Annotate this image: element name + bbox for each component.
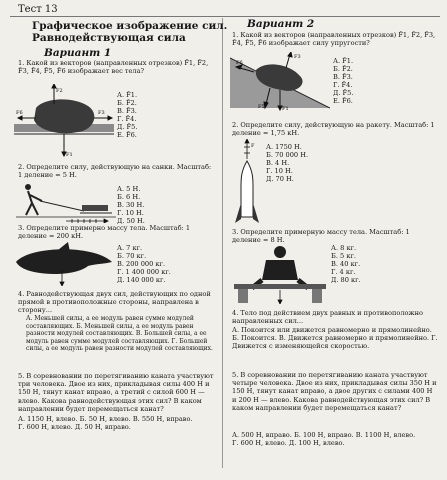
v1-q3-answers: А. 7 кг. Б. 70 кг. В. 200 000 кг. Г. 1 400 000 кг. Д. 140 000 кг.	[117, 244, 171, 284]
variant-2-heading: Вариант 2	[247, 18, 315, 30]
v2-question-5: 5. В соревновании по перетягиванию каната участвуют четыре человека. Двое из них, прикладывая силы 350 Н и 150 Н, тянут канат вправо, а двое других с силами 400 Н и 200 Н — влево. Какова равнодействующая этих сил? В каком направлении будет перемещаться канат?	[232, 371, 437, 412]
v1-question-1: 1. Какой из векторов (направленных отрезков) F̄1, F̄2, F̄3, F̄4, F̄5, F̄6 изображает вес тела?	[18, 59, 209, 76]
v1-q5-answers: А. 1150 Н, влево. Б. 50 Н, влево. В. 550 Н, вправо. Г. 600 Н, влево. Д. 50 Н, вправо.	[18, 415, 193, 431]
v1-question-3: 3. Определите примерно массу тела. Масштаб: 1 деление = 200 кН.	[18, 224, 191, 241]
top-rule	[10, 16, 440, 17]
v2-q1-label-f3: F3	[294, 54, 301, 60]
v2-question-2: 2. Определите силу, действующую на ракету. Масштаб: 1 деление = 1,75 кН.	[232, 121, 435, 138]
v2-question-1: 1. Какой из векторов (направленных отрезков) F̄1, F̄2, F̄3, F̄4, F̄5, F̄6 изображает силу упругости?	[232, 31, 436, 48]
v1-q2-sled	[82, 205, 108, 211]
v1-q2-answers: А. 5 Н. Б. 6 Н. В. 30 Н. Г. 10 Н. Д. 50 Н.	[117, 185, 145, 225]
v2-q3-person	[262, 260, 298, 280]
v2-q5-answers: А. 500 Н, вправо. Б. 100 Н, вправо. В. 1100 Н, влево. Г. 600 Н, влево. Д. 100 Н, влево.	[232, 431, 416, 447]
v2-q2-answers: А. 1750 Н. Б. 70 000 Н. В. 4 Н. Г. 10 Н. Д. 70 Н.	[266, 143, 309, 183]
v1-q1-body	[34, 99, 94, 133]
v2-q3-bench	[234, 284, 326, 289]
title-line-2: Равнодействующая сила	[32, 32, 186, 44]
v2-q1-label-f6: F6	[236, 60, 243, 66]
v2-q1-incline-figure	[230, 52, 330, 112]
v1-q1-label-f1: F1	[66, 152, 73, 158]
variant-1-heading: Вариант 1	[44, 47, 112, 59]
v2-q4-answers: А. Покоится или движется равномерно и прямолинейно. Б. Покоится. В. Движется равномерно и прямолинейно. Г. Движется с изменяющейся скоростью.	[232, 326, 438, 351]
v2-q1-label-f5: F5	[258, 104, 265, 110]
v1-q1-label-f6: F6	[16, 110, 23, 116]
v2-q2-rocket	[241, 161, 253, 217]
v2-q3-person-figure	[232, 244, 328, 304]
v2-question-3: 3. Определите примерную массу тела. Масштаб: 1 деление = 8 Н.	[232, 228, 410, 245]
v1-q1-answers: А. F̄1. Б. F̄2. В. F̄3. Г. F̄4. Д. F̄5. Е. F̄6.	[117, 91, 138, 139]
v1-question-2: 2. Определите силу, действующую на санки. Масштаб: 1 деление = 5 Н.	[18, 163, 212, 180]
worksheet-title	[32, 20, 227, 44]
v2-q1-label-f1: F1	[282, 106, 289, 112]
v1-q1-vectors-figure	[14, 84, 114, 160]
v2-question-4: 4. Тело под действием двух равных и противоположно направленных сил...	[232, 309, 423, 326]
v1-q4-answers: А. Меньшей силы, а ее модуль равен сумме модулей составляющих. Б. Меньшей силы, а ее модуль равен разности модулей составляющих. В. Большей силы, а ее модуль равен сумме модулей составляющих. Г. Большей силы, а ее модуль равен разности модулей составляющих.	[26, 315, 213, 353]
test-label: Тест 13	[18, 4, 58, 15]
column-divider	[222, 18, 223, 468]
v1-question-5: 5. В соревновании по перетягиванию каната участвуют три человека. Двое из них, прикладывая силы 400 Н и 150 Н, тянут канат вправо, а третий с силой 600 Н — влево. Какова равнодействующая этих сил? В каком направлении будет перемещаться канат?	[18, 372, 214, 413]
title-line-1: Графическое изображение сил.	[32, 20, 228, 32]
v1-q2-sled-figure	[16, 181, 116, 223]
v1-q3-dolphin-figure	[12, 240, 116, 286]
v1-q2-person	[26, 191, 42, 215]
v2-q2-label-f: F	[251, 143, 255, 149]
v1-q1-label-f3: F3	[98, 110, 105, 116]
v2-q1-answers: А. F̄1. Б. F̄2. В. F̄3. Г. F̄4. Д. F̄5. Е. F̄6.	[333, 57, 354, 105]
v1-q3-dolphin	[16, 249, 112, 274]
v1-question-4: 4. Равнодействующая двух сил, действующих по одной прямой в противоположные стороны, направлена в сторону...	[18, 290, 211, 315]
v2-q3-answers: А. 8 кг. Б. 5 кг. В. 40 кг. Г. 4 кг. Д. 80 кг.	[331, 244, 361, 284]
v1-q1-label-f2: F2	[56, 88, 63, 94]
v2-q2-rocket-figure	[232, 139, 262, 229]
